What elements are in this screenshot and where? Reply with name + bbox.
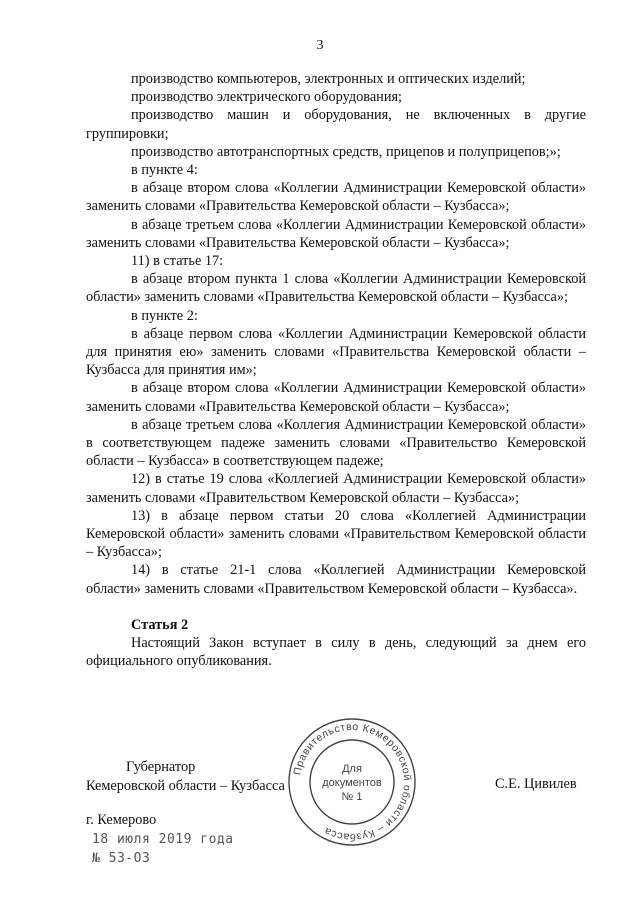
stamp-date: 18 июля 2019 года: [92, 832, 234, 847]
signer-title: Губернатор: [126, 759, 196, 775]
paragraph: в абзаце втором слова «Коллегии Администрации Кемеровской области» заменить словами «Правительства Кемеровской области – Кузбасса»;: [86, 180, 586, 215]
paragraph: в абзаце втором слова «Коллегии Администрации Кемеровской области» заменить словами «Правительства Кемеровской области – Кузбасса»;: [86, 380, 586, 415]
paragraph: производство электрического оборудования;: [131, 89, 403, 106]
article-heading: Статья 2: [131, 616, 189, 633]
stamp-number: № 53-ОЗ: [92, 851, 151, 866]
official-seal: [286, 716, 418, 848]
paragraph: в абзаце первом слова «Коллегии Администрации Кемеровской области для принятия ею» заменить словами «Правительства Кемеровской области – Кузбасса для принятия им»;: [86, 325, 586, 379]
page-number: 3: [316, 38, 324, 53]
paragraph: в абзаце втором пункта 1 слова «Коллегии Администрации Кемеровской области» заменить словами «Правительства Кемеровской области – Кузбасса»;: [86, 271, 586, 306]
paragraph: 11) в статье 17:: [131, 253, 224, 270]
paragraph: 14) в статье 21-1 слова «Коллегией Администрации Кемеровской области» заменить словами «Правительством Кемеровской области – Кузбасса».: [86, 562, 586, 597]
paragraph: производство компьютеров, электронных и оптических изделий;: [131, 71, 526, 87]
paragraph: производство машин и оборудования, не включенных в другие группировки;: [86, 107, 586, 142]
paragraph: в пункте 2:: [131, 307, 198, 324]
signer-name: С.Е. Цивилев: [495, 776, 577, 792]
paragraph: в абзаце третьем слова «Коллегия Администрации Кемеровской области» в соответствующем падеже заменить словами «Правительство Кемеровской области – Кузбасса» в соответствующем падеже;: [86, 416, 586, 470]
paragraph: в абзаце третьем слова «Коллегии Администрации Кемеровской области» заменить словами «Правительства Кемеровской области – Кузбасса»;: [86, 216, 586, 251]
article-text: Настоящий Закон вступает в силу в день, следующий за днем его официального опубликования.: [86, 635, 586, 670]
paragraph: в пункте 4:: [131, 162, 198, 179]
place-of-signing: г. Кемерово: [86, 812, 157, 828]
seal-line-2: документов: [322, 777, 382, 789]
paragraph: производство автотранспортных средств, прицепов и полуприцепов;»;: [131, 143, 561, 160]
seal-line-1: Для: [342, 763, 362, 775]
document-body: [86, 70, 586, 671]
seal-ring-path: Правительство Кемеровской области – Кузбасса: [291, 720, 414, 844]
paragraph: 13) в абзаце первом статьи 20 слова «Коллегией Администрации Кемеровской области» заменить словами «Правительством Кемеровской области – Кузбасса»;: [86, 507, 586, 561]
paragraph: 12) в статье 19 слова «Коллегией Администрации Кемеровской области» заменить словами «Правительством Кемеровской области – Кузбасса»;: [86, 471, 586, 506]
signer-region: Кемеровской области – Кузбасса: [86, 778, 285, 794]
spacer: [86, 598, 586, 616]
seal-line-3: № 1: [341, 791, 363, 803]
